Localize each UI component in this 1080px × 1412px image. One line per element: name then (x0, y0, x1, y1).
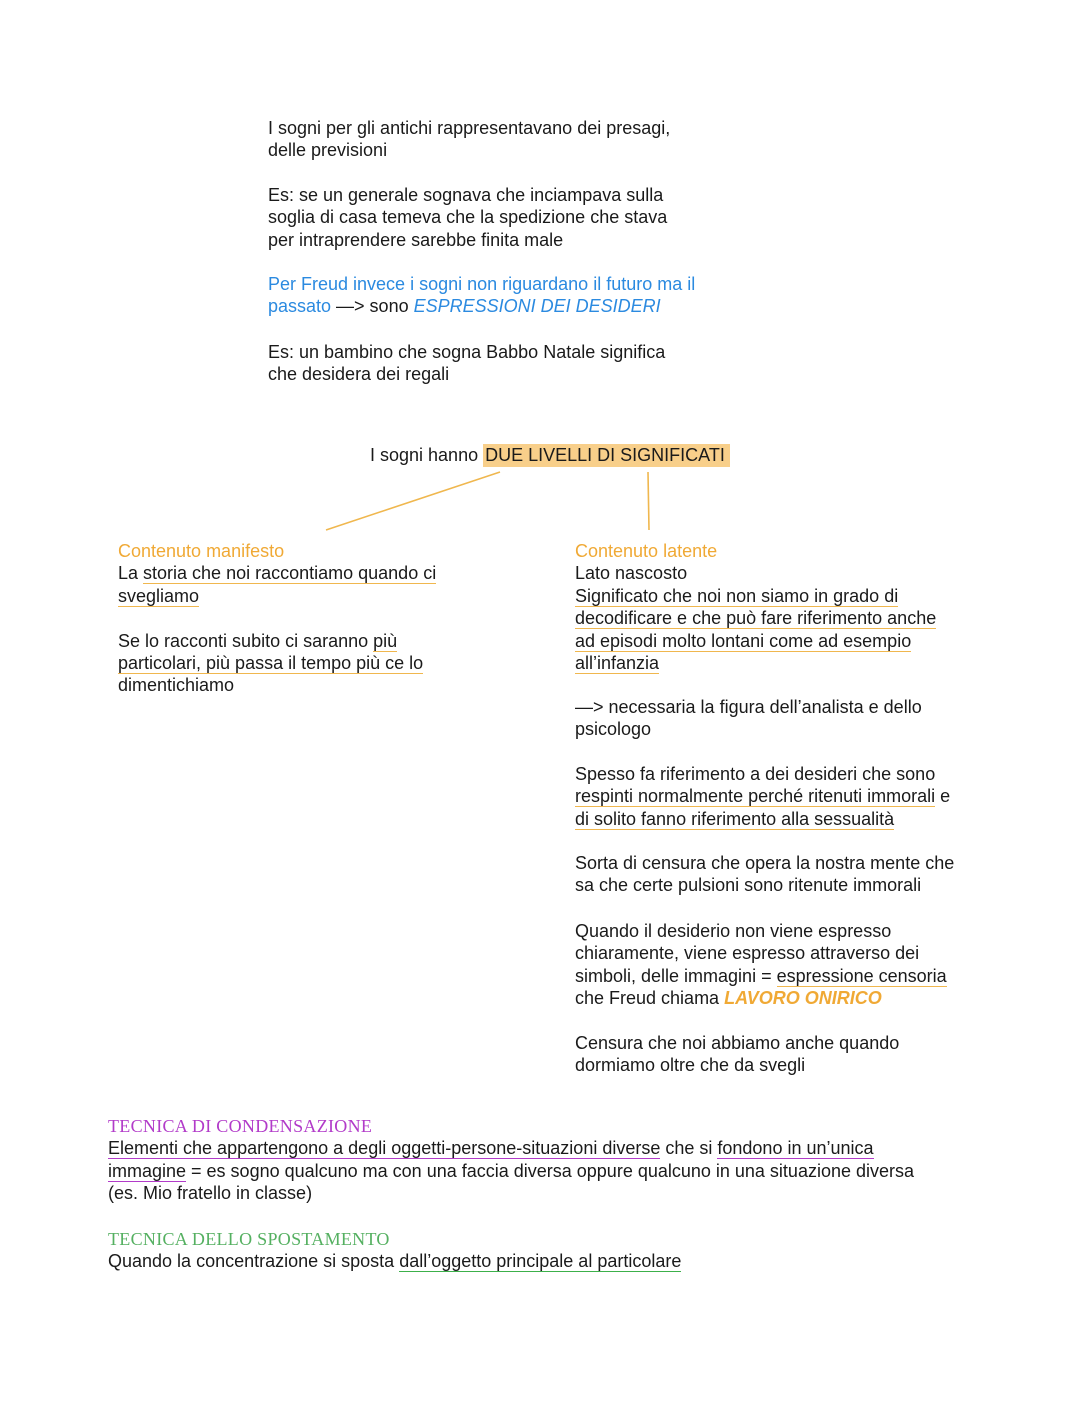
text-fragment: Se lo racconti subito ci saranno (118, 630, 374, 651)
text-line: Quando il desiderio non viene espresso (575, 921, 892, 941)
manifesto-title: Contenuto manifesto (118, 541, 285, 561)
latente-title: Contenuto latente (575, 541, 718, 561)
text-line (575, 585, 995, 607)
condensazione-title: TECNICA DI CONDENSAZIONE (108, 1116, 373, 1136)
text-line (575, 630, 995, 652)
latente-lavoro-onirico (575, 920, 947, 1010)
text-line (575, 785, 950, 807)
center-heading-prefix: I sogni hanno (370, 445, 484, 465)
underlined-fragment: espressione censoria (776, 965, 947, 986)
text-line: dormiamo oltre che da svegli (575, 1055, 806, 1076)
underlined-fragment: Significato che noi non siamo in grado di (575, 585, 899, 606)
freud-arrow-text: —> sono (331, 296, 414, 317)
text-line: (es. Mio fratello in classe) (108, 1183, 313, 1204)
spacer (118, 607, 538, 629)
text-line (118, 562, 538, 584)
lavoro-onirico-term: LAVORO ONIRICO (724, 988, 882, 1009)
underlined-fragment: dall’oggetto principale al particolare (399, 1251, 682, 1272)
text-line (108, 1250, 1038, 1272)
center-heading-highlight: DUE LIVELLI DI SIGNIFICATI (483, 444, 730, 467)
text-line: sa che certe pulsioni sono ritenute immorali (575, 875, 922, 896)
text-line: Spesso fa riferimento a dei desideri che sono (575, 764, 936, 784)
text-line: Sorta di censura che opera la nostra mente che (575, 853, 955, 873)
text-line (575, 808, 950, 830)
text-line: che desidera dei regali (268, 364, 450, 385)
underlined-fragment: di solito fanno riferimento alla sessualità (575, 808, 895, 829)
text-fragment: = es sogno qualcuno ma con una faccia diversa oppure qualcuno in una situazione diversa (186, 1160, 915, 1181)
text-fragment: Quando la concentrazione si sposta (108, 1251, 400, 1272)
text-line: Es: un bambino che sogna Babbo Natale significa (268, 342, 666, 362)
text-line: dimentichiamo (118, 675, 235, 696)
latente-analyst (575, 696, 922, 741)
text-fragment: che si (660, 1138, 718, 1159)
text-fragment: simboli, delle immagini = (575, 965, 777, 986)
underlined-fragment: respinti normalmente perché ritenuti immorali (575, 786, 936, 807)
underlined-fragment: fondono in un’unica (717, 1138, 874, 1159)
text-line (575, 652, 995, 674)
text-line (575, 987, 947, 1009)
text-line: per intraprendere sarebbe finita male (268, 229, 564, 250)
connector-left (326, 472, 500, 530)
latente-column (575, 540, 995, 674)
latente-censorship (575, 852, 954, 897)
text-line (575, 965, 947, 987)
text-line: delle previsioni (268, 140, 388, 161)
underlined-fragment: particolari, più passa il tempo più ce lo (118, 653, 424, 674)
text-line: Es: se un generale sognava che inciampava sulla (268, 185, 664, 205)
text-line (118, 630, 538, 652)
text-line: soglia di casa temeva che la spedizione che stava (268, 207, 668, 228)
connector-right (648, 472, 649, 530)
text-fragment: e (935, 786, 951, 807)
underlined-fragment: più (373, 630, 398, 651)
spostamento-title: TECNICA DELLO SPOSTAMENTO (108, 1229, 390, 1249)
text-fragment: che Freud chiama (575, 988, 725, 1009)
text-line (118, 652, 538, 674)
text-fragment: La (118, 563, 144, 584)
underlined-fragment: ad episodi molto lontani come ad esempio (575, 630, 912, 651)
text-line (118, 585, 538, 607)
underlined-fragment: storia che noi raccontiamo quando ci (143, 563, 437, 584)
manifesto-column (118, 540, 538, 697)
underlined-fragment: decodificare e che può fare riferimento anche (575, 608, 937, 629)
text-line (108, 1160, 1038, 1182)
latente-sleep (575, 1032, 899, 1077)
text-line: psicologo (575, 719, 652, 740)
freud-espressioni-desideri: ESPRESSIONI DEI DESIDERI (413, 296, 661, 317)
latente-subtitle: Lato nascosto (575, 563, 688, 584)
spostamento-section (108, 1228, 1038, 1273)
underlined-fragment: Elementi che appartengono a degli oggetti-persone-situazioni diverse (108, 1138, 661, 1159)
text-line: Censura che noi abbiamo anche quando (575, 1033, 900, 1053)
text-line: Per Freud invece i sogni non riguardano il futuro ma il (268, 274, 696, 294)
latente-desires (575, 763, 950, 830)
freud-passato: passato (268, 296, 332, 317)
text-line (108, 1137, 1038, 1159)
text-line (575, 607, 995, 629)
text-line: chiaramente, viene espresso attraverso dei (575, 943, 920, 964)
underlined-fragment: svegliamo (118, 585, 200, 606)
text-line: I sogni per gli antichi rappresentavano dei presagi, (268, 118, 671, 138)
text-line: —> necessaria la figura dell’analista e dello (575, 697, 922, 717)
underlined-fragment: all’infanzia (575, 653, 660, 674)
condensazione-section (108, 1115, 1038, 1205)
underlined-fragment: immagine (108, 1160, 187, 1181)
